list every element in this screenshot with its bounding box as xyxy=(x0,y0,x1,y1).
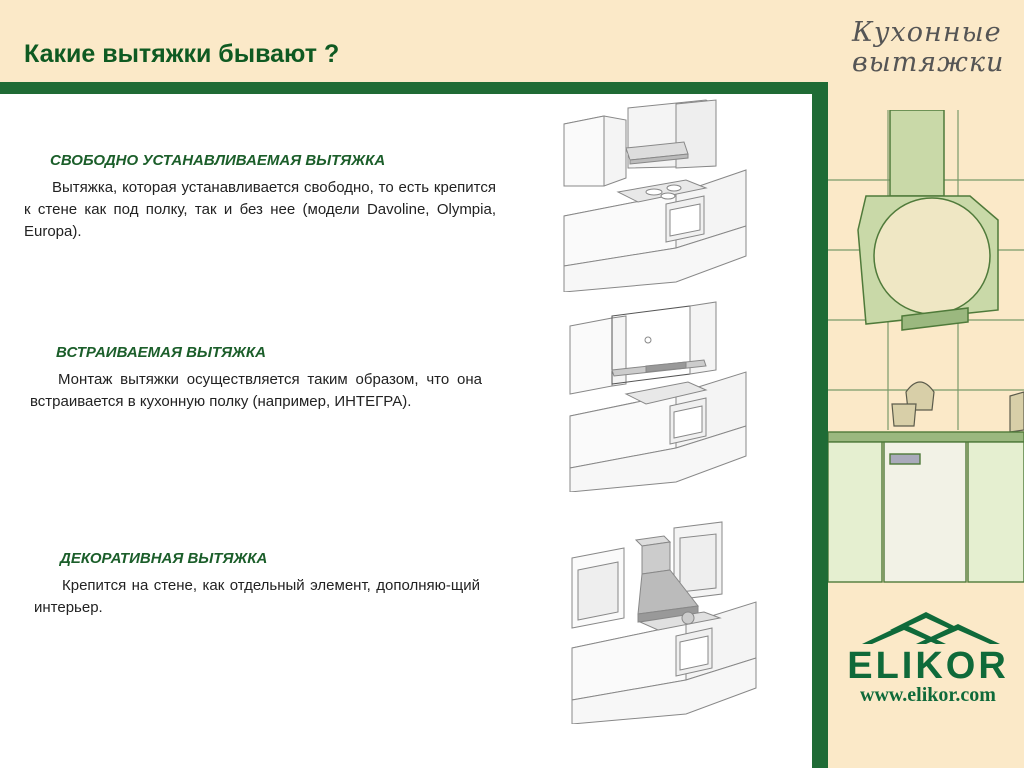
brand-url[interactable]: www.elikor.com xyxy=(860,684,996,706)
section-text: Монтаж вытяжки осуществляется таким образом, что она встраивается в кухонную полку (например, ИНТЕГРА). xyxy=(30,371,482,410)
handwritten-caption xyxy=(852,18,1012,78)
section-text: Крепится на стене, как отдельный элемент, дополняю-щий интерьер. xyxy=(34,577,480,616)
section-decorative xyxy=(34,550,480,619)
section-heading: ВСТРАИВАЕМАЯ ВЫТЯЖКА xyxy=(56,344,266,361)
handwritten-line-2: вытяжки xyxy=(852,47,1005,78)
decorative-hood-illustration xyxy=(566,518,762,724)
handwritten-line-1: Кухонные xyxy=(852,17,1002,48)
section-free-standing xyxy=(24,152,496,243)
brand-name: ELIKOR xyxy=(847,645,1009,687)
section-built-in xyxy=(30,344,482,413)
page-title: Какие вытяжки бывают ? xyxy=(24,40,340,68)
section-heading: ДЕКОРАТИВНАЯ ВЫТЯЖКА xyxy=(60,550,268,567)
panel-border xyxy=(812,82,828,768)
kitchen-hood-sketch xyxy=(828,110,1024,585)
section-text: Вытяжка, которая устанавливается свободно, то есть крепится к стене как под полку, так и без нее (модели Davoline, Olympia, Europa). xyxy=(24,179,496,240)
free-standing-hood-illustration xyxy=(556,96,752,292)
built-in-hood-illustration xyxy=(566,296,752,492)
section-heading: СВОБОДНО УСТАНАВЛИВАЕМАЯ ВЫТЯЖКА xyxy=(50,152,386,169)
header-divider xyxy=(0,82,830,94)
